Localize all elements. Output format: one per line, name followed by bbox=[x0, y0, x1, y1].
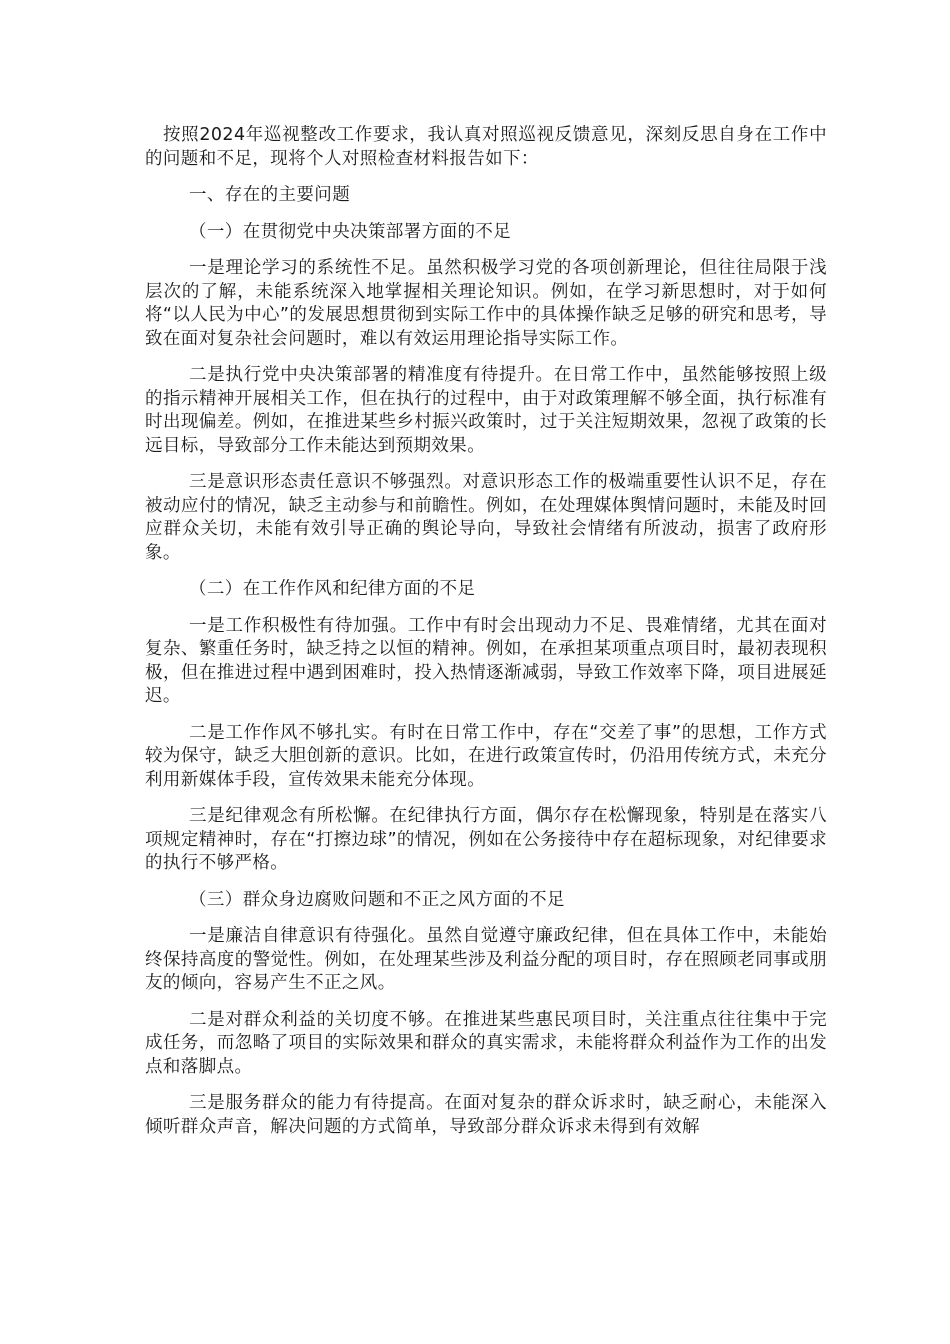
body-paragraph: 一是廉洁自律意识有待强化。虽然自觉遵守廉政纪律，但在具体工作中，未能始终保持高度的警觉性。例如，在处理某些涉及利益分配的项目时，存在照顾老同事或朋友的倾向，容易产生不正之风。 bbox=[145, 926, 827, 993]
subsection-title: （二）在工作作风和纪律方面的不足 bbox=[189, 579, 476, 599]
body-paragraph: 一是理论学习的系统性不足。虽然积极学习党的各项创新理论，但往往局限于浅层次的了解，未能系统深入地掌握相关理论知识。例如，在学习新思想时，对于如何将“以人民为中心”的发展思想贯彻到实际工作中的具体操作缺乏足够的研究和思考，导致在面对复杂社会问题时，难以有效运用理论指导实际工作。 bbox=[145, 258, 827, 349]
section-title: 一、存在的主要问题 bbox=[189, 185, 351, 205]
subsection-title: （一）在贯彻党中央决策部署方面的不足 bbox=[189, 221, 512, 242]
document-page bbox=[145, 124, 827, 1152]
body-paragraph: 三是纪律观念有所松懈。在纪律执行方面，偶尔存在松懈现象，特别是在落实八项规定精神时，存在“打擦边球”的情况，例如在公务接待中存在超标现象，对纪律要求的执行不够严格。 bbox=[145, 806, 827, 873]
intro-paragraph: 按照2024年巡视整改工作要求，我认真对照巡视反馈意见，深刻反思自身在工作中的问题和不足，现将个人对照检查材料报告如下： bbox=[145, 125, 827, 169]
subsection-title: （三）群众身边腐败问题和不正之风方面的不足 bbox=[189, 889, 565, 910]
body-paragraph: 二是工作作风不够扎实。有时在日常工作中，存在“交差了事”的思想，工作方式较为保守，缺乏大胆创新的意识。比如，在进行政策宣传时，仍沿用传统方式，未充分利用新媒体手段，宣传效果未能充分体现。 bbox=[145, 722, 827, 790]
body-paragraph: 二是执行党中央决策部署的精准度有待提升。在日常工作中，虽然能够按照上级的指示精神开展相关工作，但在执行的过程中，由于对政策理解不够全面，执行标准有时出现偏差。例如，在推进某些乡村振兴政策时，过于关注短期效果，忽视了政策的长远目标，导致部分工作未能达到预期效果。 bbox=[145, 365, 827, 456]
body-paragraph: 一是工作积极性有待加强。工作中有时会出现动力不足、畏难情绪，尤其在面对复杂、繁重任务时，缺乏持之以恒的精神。例如，在承担某项重点项目时，最初表现积极，但在推进过程中遇到困难时，投入热情逐渐减弱，导致工作效率下降，项目进展延迟。 bbox=[145, 615, 827, 706]
body-paragraph: 三是服务群众的能力有待提高。在面对复杂的群众诉求时，缺乏耐心，未能深入倾听群众声音，解决问题的方式简单，导致部分群众诉求未得到有效解 bbox=[145, 1093, 827, 1137]
body-paragraph: 二是对群众利益的关切度不够。在推进某些惠民项目时，关注重点往往集中于完成任务，而忽略了项目的实际效果和群众的真实需求，未能将群众利益作为工作的出发点和落脚点。 bbox=[145, 1009, 827, 1077]
body-paragraph: 三是意识形态责任意识不够强烈。对意识形态工作的极端重要性认识不足，存在被动应付的情况，缺乏主动参与和前瞻性。例如，在处理媒体舆情问题时，未能及时回应群众关切，未能有效引导正确的舆论导向，导致社会情绪有所波动，损害了政府形象。 bbox=[145, 472, 827, 563]
